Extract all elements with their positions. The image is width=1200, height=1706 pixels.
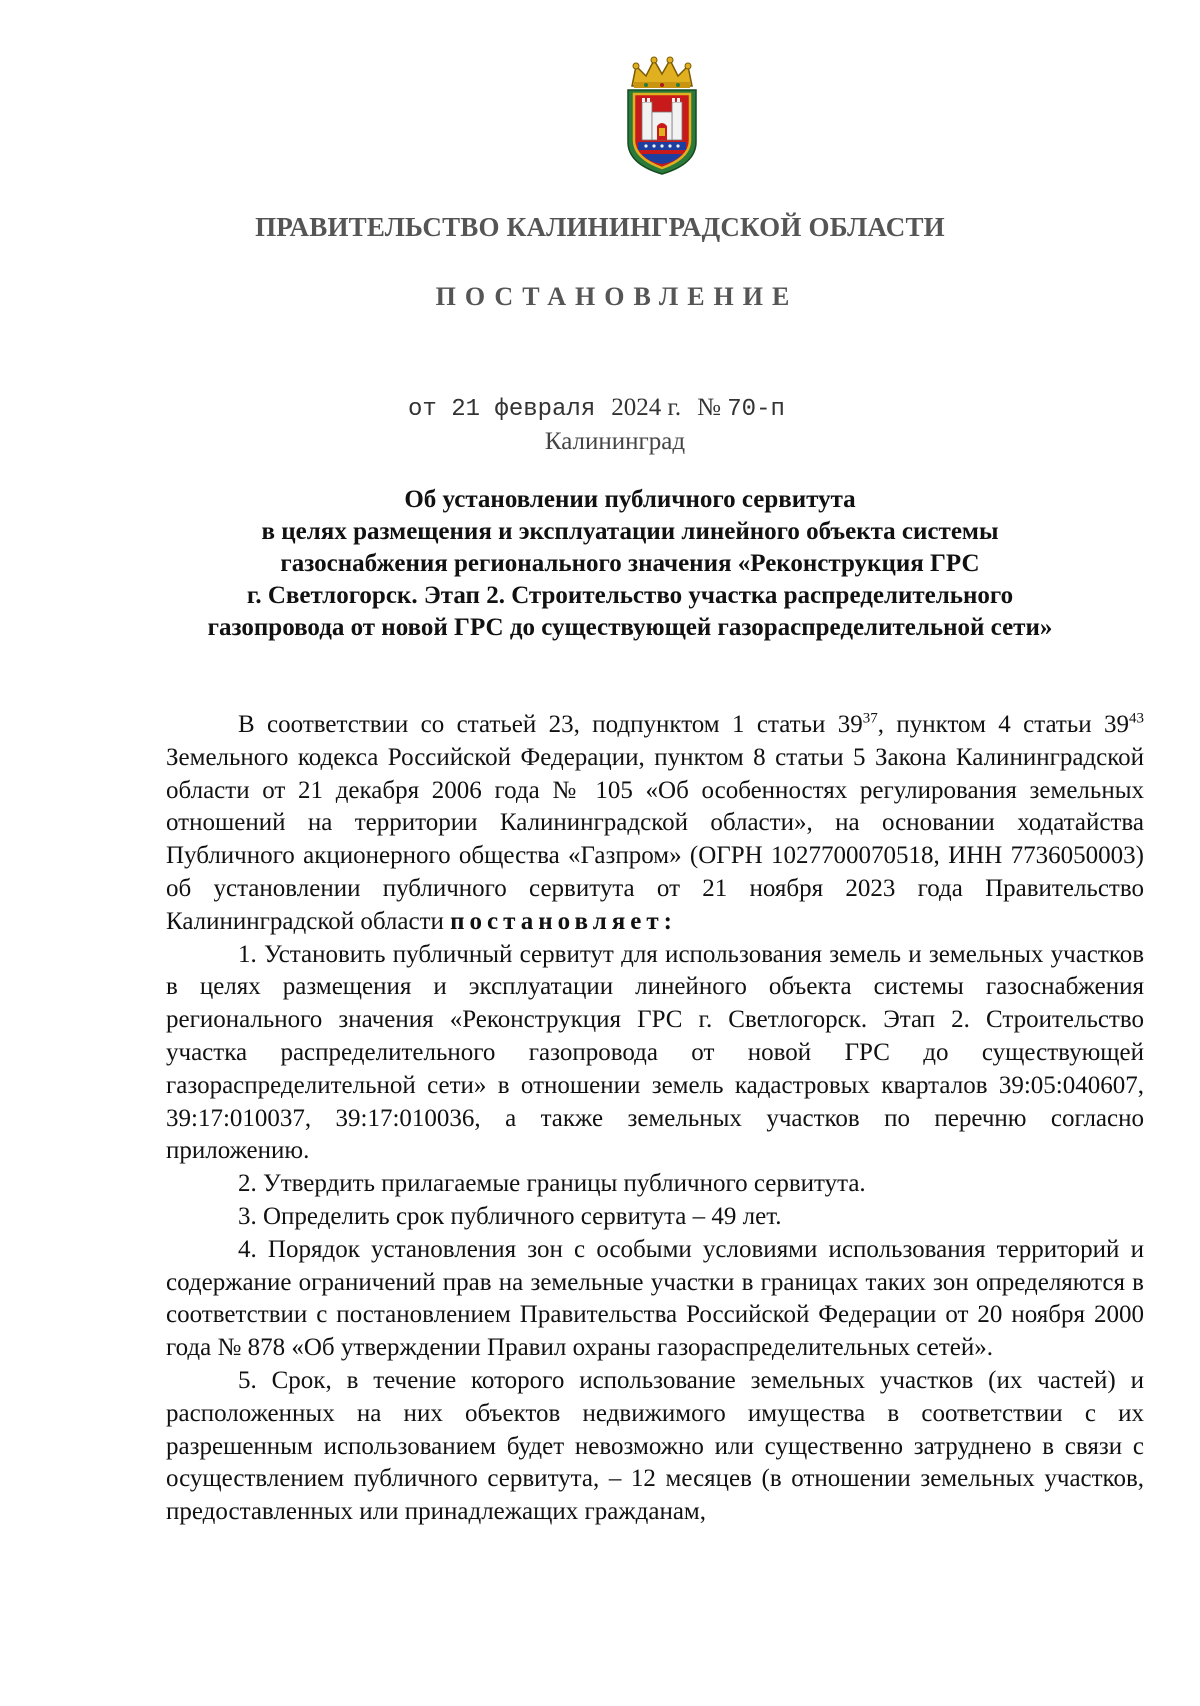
- article-superscript: 43: [1129, 710, 1145, 727]
- preamble-paragraph: [166, 709, 1144, 939]
- heading-line: газоснабжения регионального значения «Реконструкция ГРС: [280, 550, 980, 577]
- clause-paragraph: 4. Порядок установления зон с особыми условиями использования территорий и содержание ограничений прав на земельные участки в границах таких зон определяются в соответствии с постановлением Правительства Российской Федерации от 20 ноября 2000 года № 878 «Об утверждении Правил охраны газораспределительных сетей».: [166, 1235, 1144, 1362]
- preamble-text: Земельного кодекса Российской Федерации, пунктом 8 статьи 5 Закона Калининградской области от 21 декабря 2006 года № 105 «Об особенностях регулирования земельных отношений на территории Калининградской области», на основании ходатайства Публичного акционерного общества «Газпром» (ОГРН 1027700070518, ИНН 7736050003) об установлении публичного сервитута от 21 ноября 2023 года Правительство Калининградской области: [166, 743, 1144, 935]
- resolves-word: постановляет:: [450, 907, 677, 935]
- document-heading: [150, 484, 1110, 644]
- date-and-number: [408, 394, 785, 423]
- clause-paragraph: 2. Утвердить прилагаемые границы публичного сервитута.: [238, 1170, 866, 1198]
- heading-line: Об установлении публичного сервитута: [404, 486, 856, 513]
- document-city: Калининград: [544, 428, 686, 455]
- document-date: от 21 февраля: [408, 396, 596, 423]
- clause-paragraph: 5. Срок, в течение которого использование земельных участков (их частей) и расположенных на них объектов недвижимого имущества в соответствии с их разрешенным использованием будет невозможно или существенно затруднено в связи с осуществлением публичного сервитута, – 12 месяцев (в отношении земельных участков, предоставленных или принадлежащих гражданам,: [166, 1366, 1144, 1526]
- heading-line: газопровода от новой ГРС до существующей газораспределительной сети»: [207, 614, 1053, 641]
- article-superscript: 37: [862, 710, 878, 727]
- preamble-text: , пунктом 4 статьи 39: [877, 711, 1130, 738]
- clause-paragraph: 3. Определить срок публичного сервитута – 49 лет.: [238, 1202, 782, 1230]
- number-sign: №: [697, 394, 722, 421]
- heading-line: г. Светлогорск. Этап 2. Строительство участка распределительного: [246, 582, 1014, 609]
- document-body: [166, 709, 1144, 1529]
- preamble-text: В соответствии со статьей 23, подпунктом 1 статьи 39: [238, 711, 863, 738]
- coat-of-arms-icon: [620, 56, 704, 176]
- government-title: ПРАВИТЕЛЬСТВО КАЛИНИНГРАДСКОЙ ОБЛАСТИ: [255, 212, 945, 242]
- document-type: ПОСТАНОВЛЕНИЕ: [435, 282, 799, 311]
- document-year: 2024 г.: [611, 394, 682, 421]
- document-number: 70-п: [727, 396, 785, 423]
- clause-paragraph: 1. Установить публичный сервитут для использования земель и земельных участков в целях размещения и эксплуатации линейного объекта системы газоснабжения регионального значения «Реконструкция ГРС г. Светлогорск. Этап 2. Строительство участка распределительного газопровода от новой ГРС до существующей газораспределительной сети» в отношении земель кадастровых кварталов 39:05:040607, 39:17:010037, 39:17:010036, а также земельных участков по перечню согласно приложению.: [166, 940, 1144, 1165]
- heading-line: в целях размещения и эксплуатации линейного объекта системы: [261, 518, 999, 545]
